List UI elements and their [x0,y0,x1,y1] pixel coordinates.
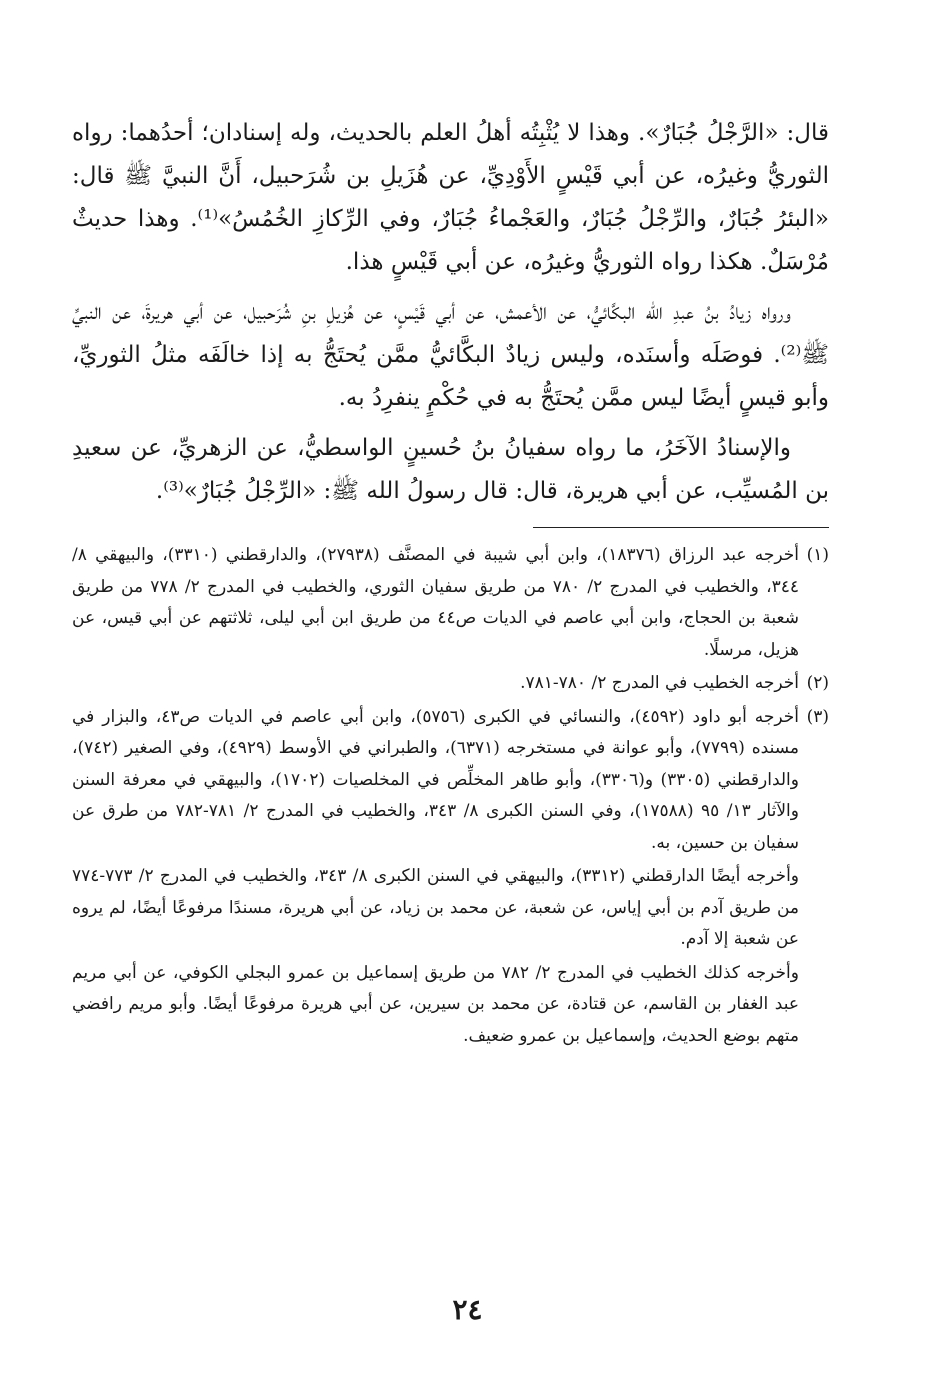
footnote-text: أخرجه الخطيب في المدرج ٢/ ٧٨٠-٧٨١. [520,673,799,693]
footnote-2 [72,668,829,700]
footnotes [72,540,829,1052]
footnote-1 [72,540,829,666]
footnote-number: (٢) [806,673,829,693]
footnote-text: أخرجه أبو داود (٤٥٩٢)، والنسائي في الكبرى (٥٧٥٦)، وابن أبي عاصم في الديات ص٤٣، والبزار في مسنده (٧٧٩٩)، وأبو عوانة في مستخرجه (٦٣٧١)، والطبراني في الأوسط (٤٩٢٩)، وفي الصغير (٧٤٢)، والدارقطني (٣٣٠٥) و(٣٣٠٦)، وأبو طاهر المخلِّص في المخلصيات (١٧٠٢)، والبيهقي في معرفة السنن والآثار ١٣/ ٩٥ (١٧٥٨٨)، وفي السنن الكبرى ٨/ ٣٤٣، والخطيب في المدرج ٢/ ٧٨١-٧٨٢ من طرق عن سفيان بن حسين، به. [72,706,800,853]
footnote-separator-wrap [72,527,829,528]
footnote-3-continuation-1: وأخرجه أيضًا الدارقطني (٣٣١٢)، والبيهقي في السنن الكبرى ٨/ ٣٤٣، والخطيب في المدرج ٢/ ٧٧٣-٧٧٤ من طريق آدم بن أبي إياس، عن شعبة، عن محمد بن زياد، عن أبي هريرة، مسندًا مرفوعًا أيضًا، لم يروه عن شعبة إلا آدم. [72,866,799,949]
footnote-number: (١) [806,545,829,565]
footnote-separator [533,527,829,528]
main-paragraph-1: قال: «الرَّجْلُ جُبَارٌ». وهذا لا يُثْبِتُه أهلُ العلم بالحديث، وله إسنادان؛ أحدُهما: رواه الثوريُّ وغيرُه، عن أبي قَيْسٍ الأَوْدِيِّ، عن هُزَيلِ بن شُرَحبيل، أَنَّ النبيَّ ﷺ قال: «البئرُ جُبَارٌ، والرِّجْلُ جُبَارٌ، والعَجْماءُ جُبَارٌ، وفي الرِّكازِ الخُمُسُ»⁽¹⁾. وهذا حديثٌ مُرْسَلٌ. هكذا رواه الثوريُّ وغيرُه، عن أبي قَيْسٍ هذا. [72,120,830,275]
footnote-3 [72,702,829,860]
main-paragraph-3: والإسنادُ الآخَرُ، ما رواه سفيانُ بنُ حُسينٍ الواسطيُّ، عن الزهريِّ، عن سعيدِ بن المُسيِّب، عن أبي هريرة، قال: قال رسولُ الله ﷺ: «الرِّجْلُ جُبَارٌ»⁽³⁾. [72,435,829,504]
footnote-3-continuation-2: وأخرجه كذلك الخطيب في المدرج ٢/ ٧٨٢ من طريق إسماعيل بن عمرو البجلي الكوفي، عن أبي مريم عبد الغفار بن القاسم، عن قتادة، عن محمد بن سيرين، عن أبي هريرة مرفوعًا أيضًا. وأبو مريم رافضي متهم بوضع الحديث، وإسماعيل بن عمرو ضعيف. [72,962,799,1046]
page-number: ٢٤ [452,1293,483,1326]
footnote-number: (٣) [806,706,829,727]
footnote-text: أخرجه عبد الرزاق (١٨٣٧٦)، وابن أبي شيبة في المصنَّف (٢٧٩٣٨)، والدارقطني (٣٣١٠)، والبيهقي ٨/ ٣٤٤، والخطيب في المدرج ٢/ ٧٨٠ من طريق سفيان الثوري، والخطيب في المدرج ٢/ ٧٧٨ من طريق شعبة بن الحجاج، وابن أبي عاصم في الديات ص٤٤ من طريق ابن أبي ليلى، ثلاثتهم عن أبي قيس، عن هزيل، مرسلًا. [72,545,799,660]
main-paragraph-2: ورواه زيادُ بنُ عبدِ الله البكَّائيُّ، عن الأعمش، عن أبي قَيْسٍ، عن هُزيلِ بنِ شُرَحبيل، عن أبي هريرةَ، عن النبيِّ ﷺ⁽²⁾. فوصَلَه وأسنَده، وليس زيادٌ البكَّائيُّ ممَّن يُحتَجُّ به إذا خالَفَه مثلُ الثوريِّ، وأبو قيسٍ أيضًا ليس ممَّن يُحتَجُّ به في حُكْمٍ ينفرِدُ به. [72,299,829,411]
